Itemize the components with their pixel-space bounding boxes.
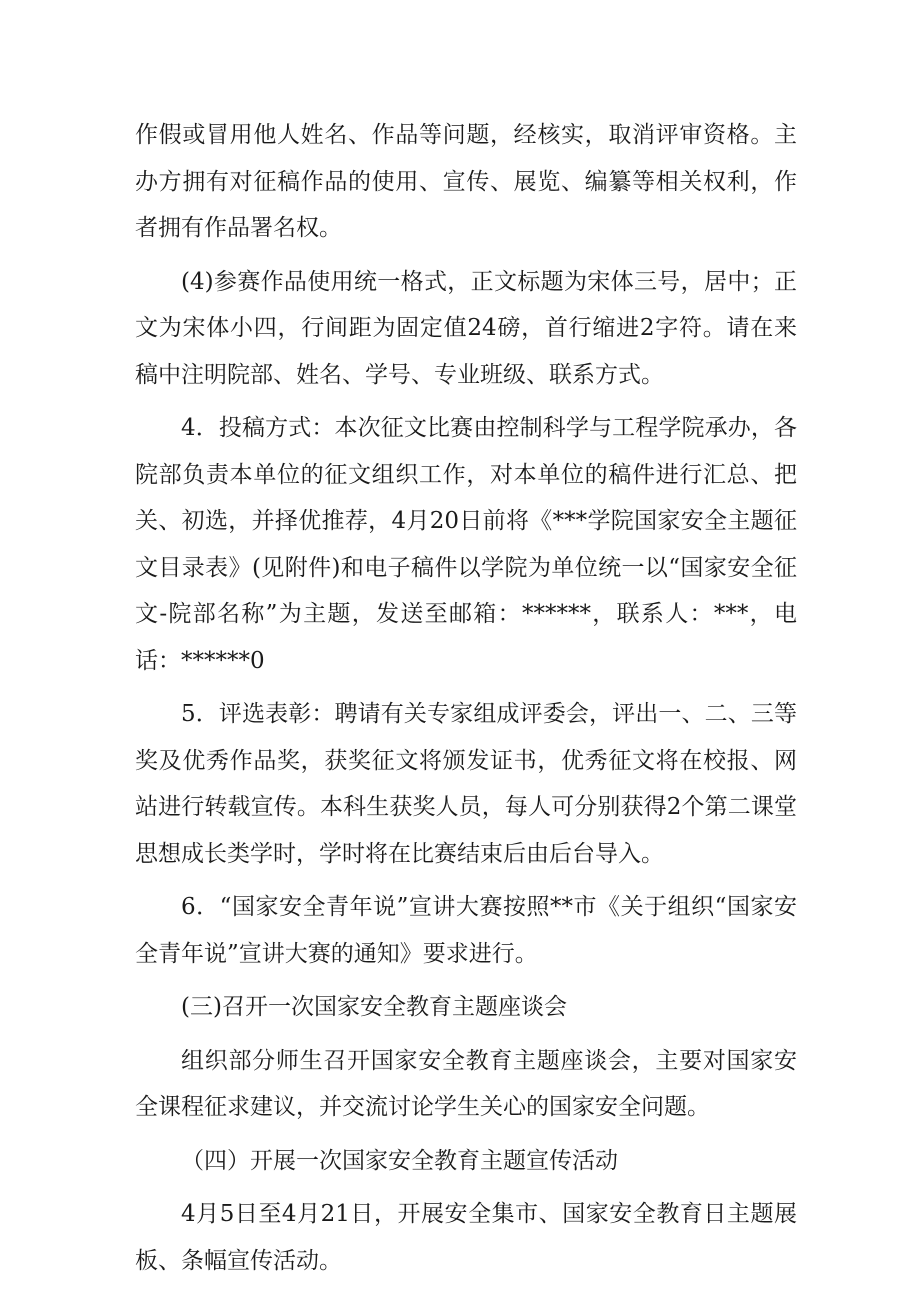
section-heading-publicity: （四）开展一次国家安全教育主题宣传活动 (181, 1147, 618, 1174)
paragraph-format-rules: (4)参赛作品使用统一格式，正文标题为宋体三号，居中；正文为宋体小四，行间距为固定值24磅，首行缩进2字符。请在来稿中注明院部、姓名、学号、专业班级、联系方式。 (135, 268, 797, 388)
paragraph-publicity: 4月5日至4月21日，开展安全集市、国家安全教育日主题展板、条幅宣传活动。 (135, 1201, 797, 1274)
document-body (135, 112, 797, 1291)
paragraph-symposium: 组织部分师生召开国家安全教育主题座谈会，主要对国家安全课程征求建议，并交流讨论学生关心的国家安全问题。 (135, 1047, 797, 1120)
section-heading-symposium: (三)召开一次国家安全教育主题座谈会 (181, 994, 567, 1020)
paragraph-continuation: 作假或冒用他人姓名、作品等问题，经核实，取消评审资格。主办方拥有对征稿作品的使用、宣传、展览、编纂等相关权利，作者拥有作品署名权。 (135, 122, 797, 241)
paragraph-speech-contest: 6．“国家安全青年说”宣讲大赛按照**市《关于组织“国家安全青年说”宣讲大赛的通知》要求进行。 (135, 894, 797, 967)
paragraph-awards: 5．评选表彰：聘请有关专家组成评委会，评出一、二、三等奖及优秀作品奖，获奖征文将颁发证书，优秀征文将在校报、网站进行转载宣传。本科生获奖人员，每人可分别获得2个第二课堂思想成长类学时，学时将在比赛结束后由后台导入。 (135, 701, 797, 867)
paragraph-submission-method: 4．投稿方式：本次征文比赛由控制科学与工程学院承办，各院部负责本单位的征文组织工作，对本单位的稿件进行汇总、把关、初选，并择优推荐，4月20日前将《***学院国家安全主题征文目录表》(见附件)和电子稿件以学院为单位统一以“国家安全征文-院部名称”为主题，发送至邮箱：******，联系人：***，电话：******0 (135, 415, 797, 674)
